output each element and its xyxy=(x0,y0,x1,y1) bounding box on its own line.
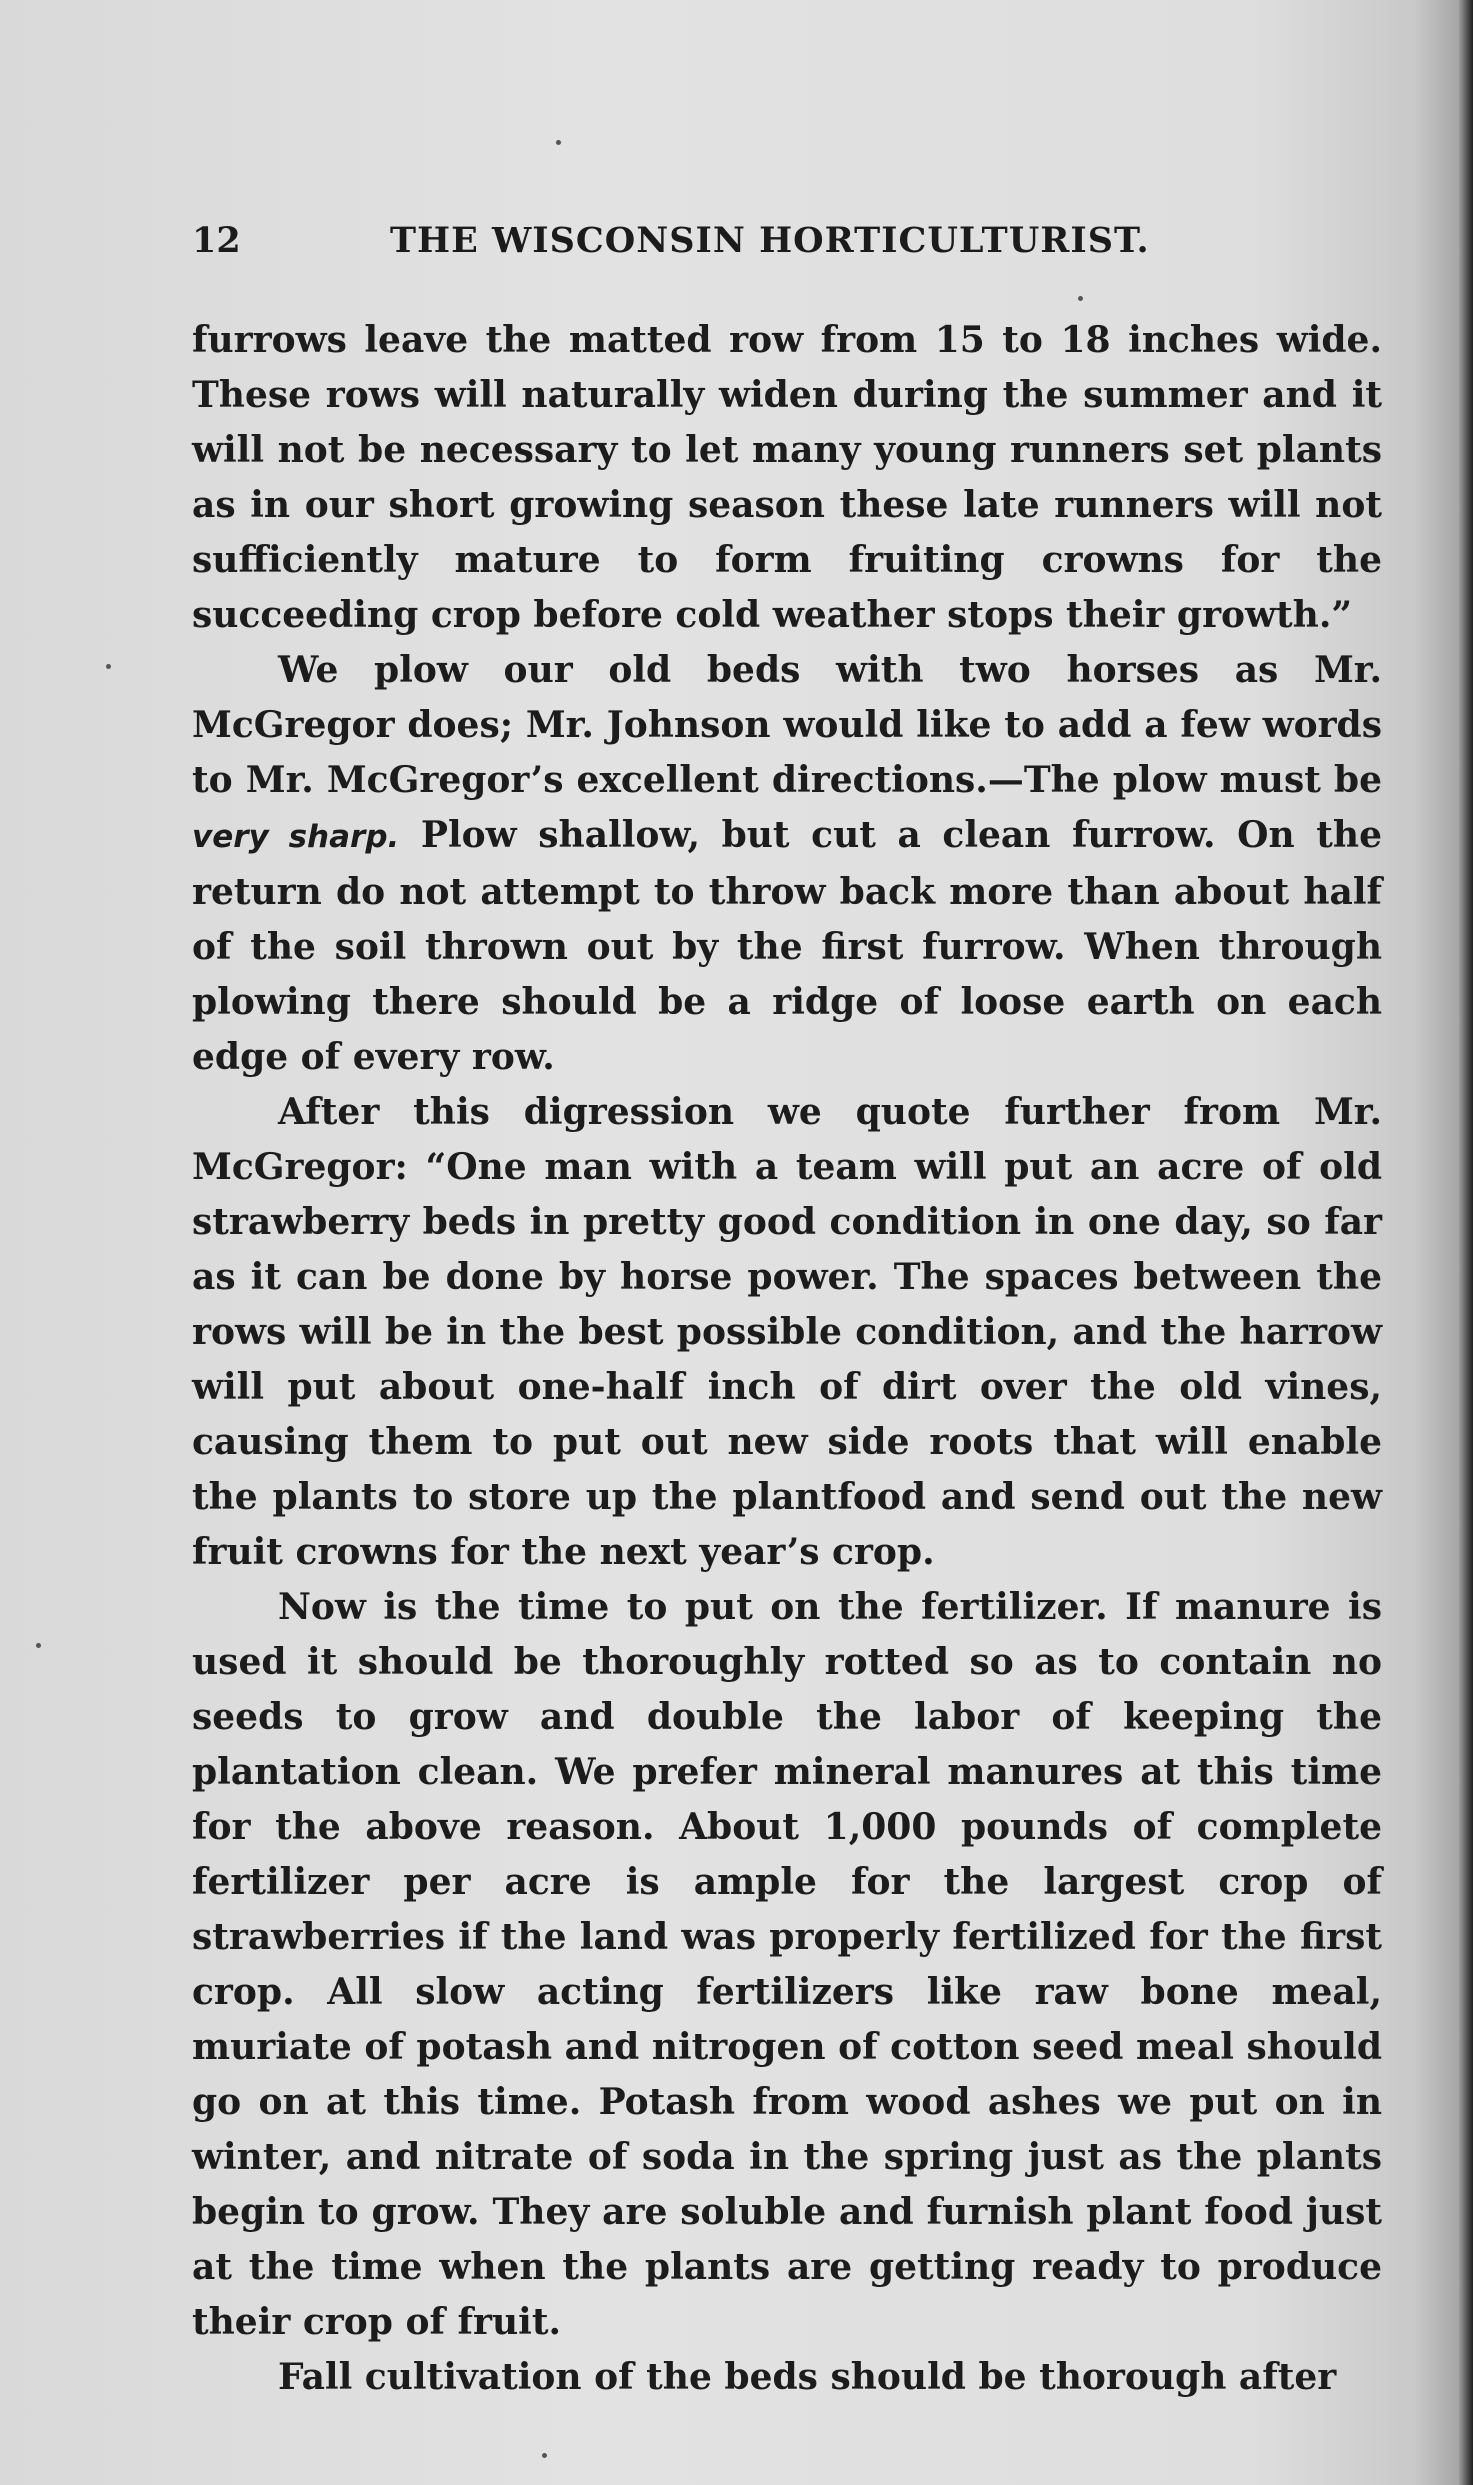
running-title: THE WISCONSIN HORTICULTURIST. xyxy=(390,220,1150,261)
dust-speck xyxy=(106,664,111,669)
page-edge-shadow xyxy=(1459,0,1473,2485)
paragraph xyxy=(192,643,1382,1085)
paragraph: Fall cultivation of the beds should be thorough after xyxy=(278,2356,1337,2398)
dust-speck xyxy=(36,1643,41,1648)
paragraph: After this digression we quote further from Mr. McGregor: “One man with a team will put an acre of old strawberry beds in pretty good condition in one day, so far as it can be done by horse power. The spaces between the rows will be in the best possible condition, and the harrow will put about one-half inch of dirt over the old vines, causing them to put out new side roots that will enable the plants to store up the plantfood and send out the new fruit crowns for the next year’s crop. xyxy=(192,1091,1382,1573)
paragraph-text: We plow our old beds with two horses as Mr. McGregor does; Mr. Johnson would like to add a few words to Mr. McGregor’s excellent directions.—The plow must be xyxy=(192,649,1382,801)
dust-speck xyxy=(542,2453,547,2458)
dust-speck xyxy=(1078,296,1083,301)
paragraph-text: Plow shallow, but cut a clean furrow. On the return do not attempt to throw back more than about half of the soil thrown out by the first furrow. When through plowing there should be a ridge of loose earth on each edge of every row. xyxy=(192,814,1382,1078)
dust-speck xyxy=(556,140,561,145)
page-header xyxy=(192,220,1192,280)
article-body xyxy=(192,313,1382,2405)
paragraph: furrows leave the matted row from 15 to 18 inches wide. These rows will naturally widen during the summer and it will not be necessary to let many young runners set plants as in our short growing season these late runners will not sufficiently mature to form fruiting crowns for the succeeding crop before cold weather stops their growth.” xyxy=(192,319,1382,636)
paragraph: Now is the time to put on the fertilizer. If manure is used it should be thoroughly rotted so as to contain no seeds to grow and double the labor of keeping the plantation clean. We prefer mineral manures at this time for the above reason. About 1,000 pounds of complete fertilizer per acre is ample for the largest crop of strawberries if the land was properly fertilized for the first crop. All slow acting fertilizers like raw bone meal, muriate of potash and nitrogen of cotton seed meal should go on at this time. Potash from wood ashes we put on in winter, and nitrate of soda in the spring just as the plants begin to grow. They are soluble and furnish plant food just at the time when the plants are getting ready to produce their crop of fruit. xyxy=(192,1586,1382,2343)
emphasized-text: very sharp. xyxy=(192,819,400,855)
page-number: 12 xyxy=(192,220,241,261)
